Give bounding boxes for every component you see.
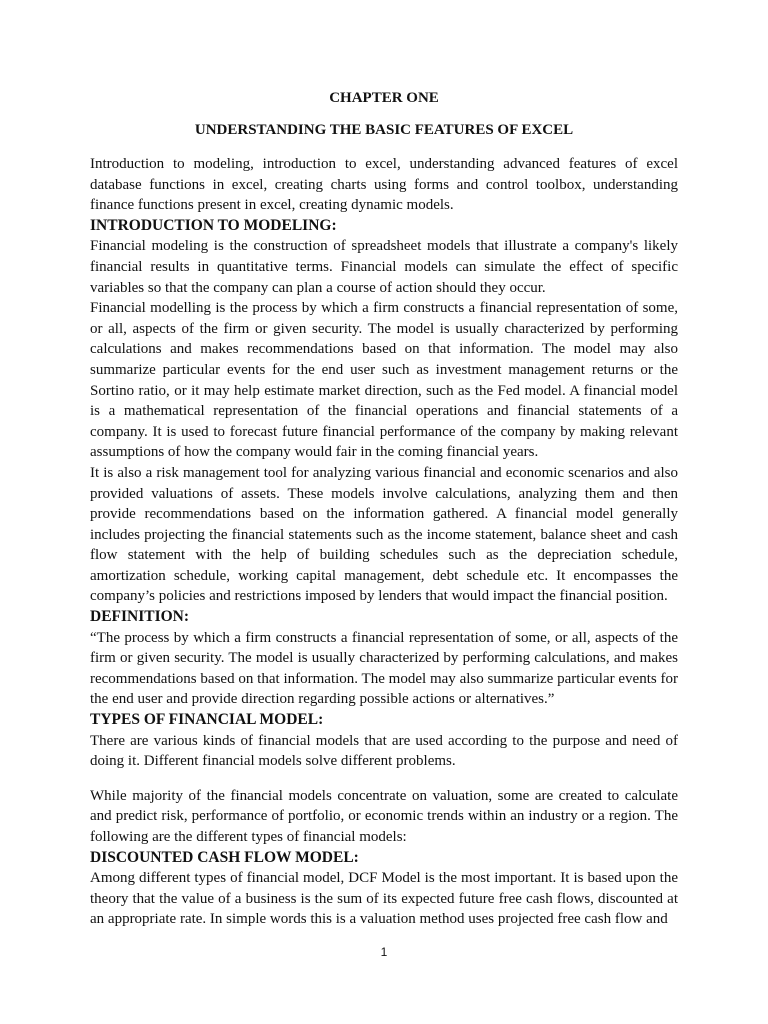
chapter-title: UNDERSTANDING THE BASIC FEATURES OF EXCEL [194,122,574,138]
paragraph-types-1: There are various kinds of financial models that are used according to the purpose and need of doing it. Different financial models solve different problems. [90,732,678,770]
document-page [90,88,678,930]
intro-paragraph: Introduction to modeling, introduction to excel, understanding advanced features of excel database functions in excel, creating charts using forms and control toolbox, understanding finance functions present in excel, creating dynamic models. [90,156,678,214]
paragraph-dcf: Among different types of financial model, DCF Model is the most important. It is based upon the theory that the value of a business is the sum of its expected future free cash flows, discounted at an appropriate rate. In simple words this is a valuation method uses projected free cash flow and [90,870,678,928]
paragraph-modeling-3: It is also a risk management tool for analyzing various financial and economic scenarios and also provided valuations of assets. These models involve calculations, analyzing them and then provide recommendations based on the information gathered. A financial model generally includes projecting the financial statements such as the income statement, balance sheet and cash flow statement with the help of building schedules such as the depreciation schedule, amortization schedule, working capital management, debt schedule etc. It encompasses the company’s policies and restrictions imposed by lenders that would impact the financial position. [90,464,678,605]
chapter-label: CHAPTER ONE [329,90,439,106]
heading-types-of-financial-model: TYPES OF FINANCIAL MODEL: [90,711,324,729]
heading-introduction-to-modeling: INTRODUCTION TO MODELING: [90,216,337,234]
heading-discounted-cash-flow-model: DISCOUNTED CASH FLOW MODEL: [90,848,359,866]
paragraph-modeling-2: Financial modelling is the process by which a firm constructs a financial representation of some, or all, aspects of the firm or given security. The model is usually characterized by performing calculations and makes recommendations based on that information. The model may also summarize particular events for the end user such as investment management returns or the Sortino ratio, or it may help estimate market direction, such as the Fed model. A financial model is a mathematical representation of the financial operations and financial statements of a company. It is used to forecast future financial performance of the company by making relevant assumptions of how the company would fair in the coming financial years. [90,300,678,461]
paragraph-definition: “The process by which a firm constructs a financial representation of some, or all, aspects of the firm or given security. The model is usually characterized by performing calculations, and makes recommendations based on that information. The model may also summarize particular events for the end user and provide direction regarding possible actions or alternatives.” [90,629,678,708]
heading-definition: DEFINITION: [90,608,190,626]
paragraph-types-2: While majority of the financial models concentrate on valuation, some are created to calculate and predict risk, performance of portfolio, or economic trends within an industry or a region. The following are the different types of financial models: [90,787,678,845]
page-number: 1 [380,945,388,959]
paragraph-modeling-1: Financial modeling is the construction of spreadsheet models that illustrate a company's likely financial results in quantitative terms. Financial models can simulate the effect of specific variables so that the company can plan a course of action should they occur. [90,238,678,296]
